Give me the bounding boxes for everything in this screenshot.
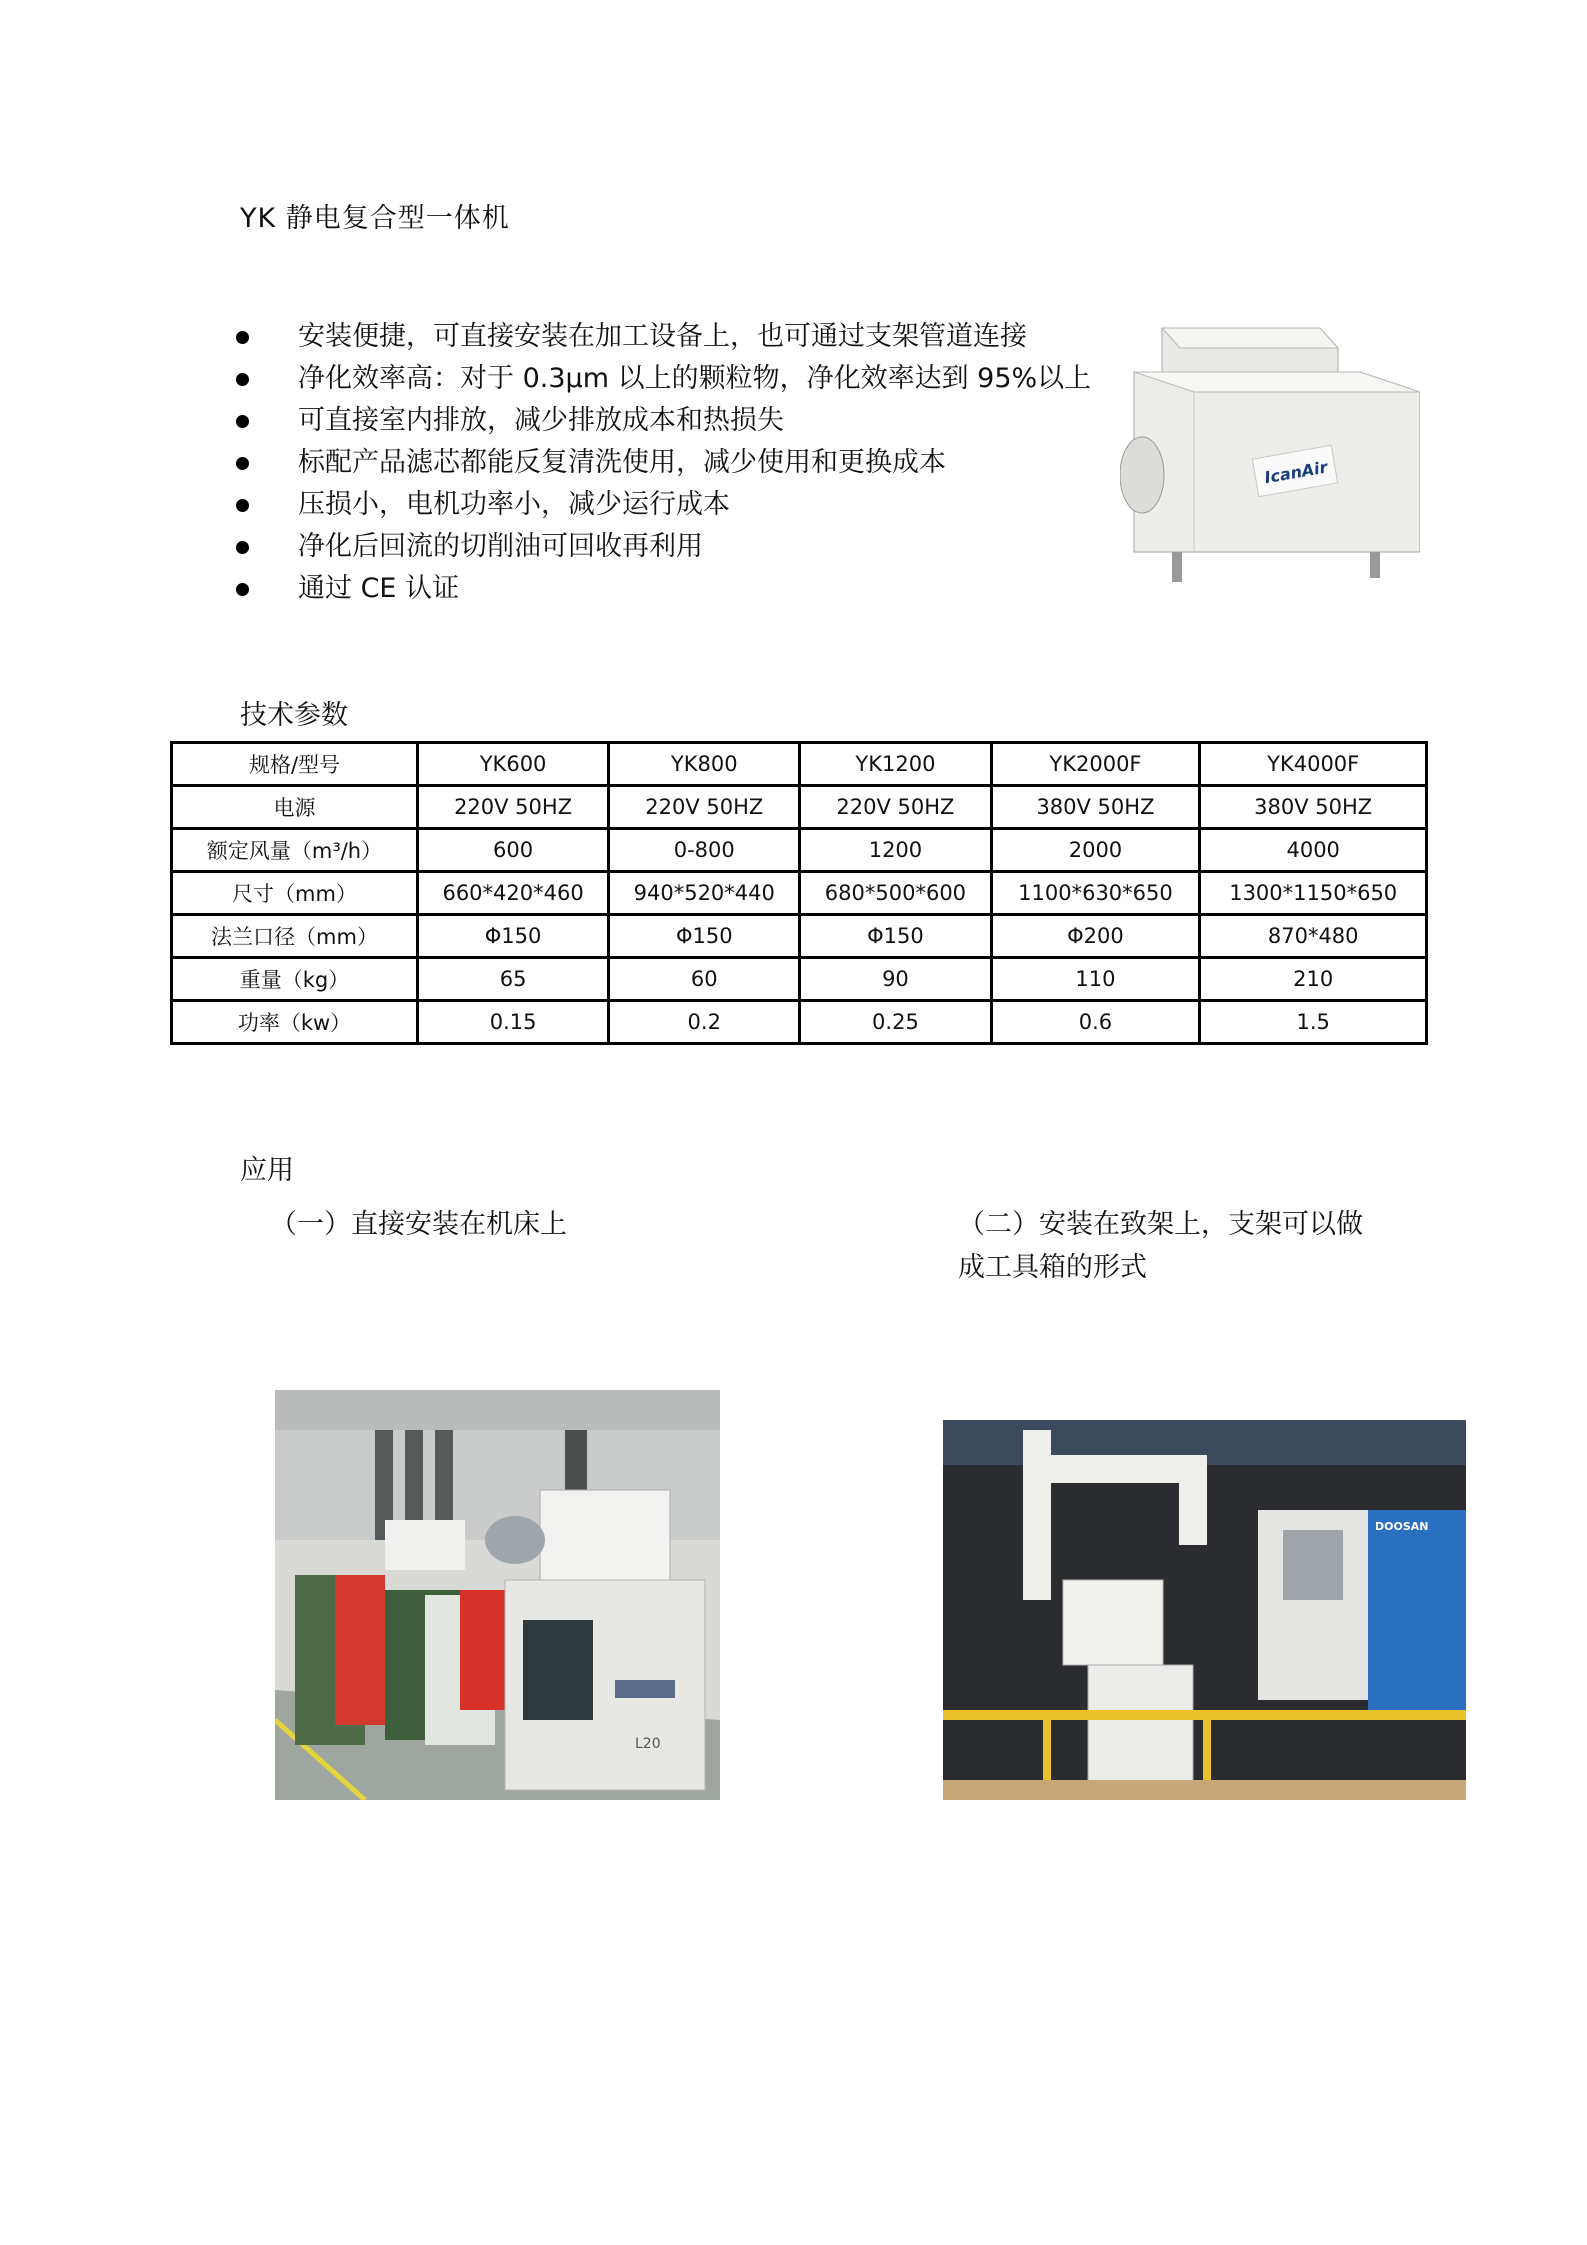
table-cell: 940*520*440	[609, 872, 800, 915]
table-cell: YK4000F	[1200, 743, 1427, 786]
feature-text: 净化效率高：对于 0.3μm 以上的颗粒物，净化效率达到 95%以上	[298, 363, 1092, 394]
feature-item	[232, 400, 1091, 442]
table-row	[172, 743, 1427, 786]
table-cell: 220V 50HZ	[609, 786, 800, 829]
table-cell: Φ200	[991, 915, 1200, 958]
table-cell: 380V 50HZ	[991, 786, 1200, 829]
table-cell: YK2000F	[991, 743, 1200, 786]
row-label: 额定风量（m³/h）	[172, 829, 418, 872]
doosan-label: DOOSAN	[1375, 1520, 1429, 1533]
page-title: YK 静电复合型一体机	[240, 203, 510, 234]
table-cell: 90	[800, 958, 991, 1001]
bullet-icon	[236, 415, 249, 428]
application-caption-2-line1: （二）安装在致架上，支架可以做	[958, 1209, 1363, 1240]
bullet-icon	[236, 331, 249, 344]
feature-item	[232, 568, 1091, 610]
table-row	[172, 872, 1427, 915]
application-photo-machine-tool	[275, 1390, 720, 1800]
feature-text: 标配产品滤芯都能反复清洗使用，减少使用和更换成本	[298, 447, 946, 478]
table-cell: 210	[1200, 958, 1427, 1001]
feature-text: 可直接室内排放，减少排放成本和热损失	[298, 405, 784, 436]
table-cell: 680*500*600	[800, 872, 991, 915]
bullet-icon	[236, 583, 249, 596]
table-cell: YK800	[609, 743, 800, 786]
feature-item	[232, 484, 1091, 526]
table-cell: YK600	[418, 743, 609, 786]
table-cell: 0.15	[418, 1001, 609, 1044]
bullet-icon	[236, 541, 249, 554]
table-cell: Φ150	[609, 915, 800, 958]
table-cell: 65	[418, 958, 609, 1001]
row-label: 规格/型号	[172, 743, 418, 786]
table-row	[172, 786, 1427, 829]
table-cell: 60	[609, 958, 800, 1001]
machine-model-label: L20	[635, 1736, 661, 1752]
bullet-icon	[236, 499, 249, 512]
table-row	[172, 958, 1427, 1001]
application-title: 应用	[240, 1155, 294, 1186]
feature-text: 通过 CE 认证	[298, 573, 460, 604]
table-cell: 110	[991, 958, 1200, 1001]
table-cell: 4000	[1200, 829, 1427, 872]
table-cell: 0.2	[609, 1001, 800, 1044]
row-label: 尺寸（mm）	[172, 872, 418, 915]
table-cell: 2000	[991, 829, 1200, 872]
brand-logo: IcanAir	[1263, 457, 1329, 488]
bullet-icon	[236, 373, 249, 386]
table-cell: 870*480	[1200, 915, 1427, 958]
application-caption-2-line2: 成工具箱的形式	[958, 1252, 1147, 1283]
table-cell: 220V 50HZ	[418, 786, 609, 829]
row-label: 功率（kw）	[172, 1001, 418, 1044]
feature-item	[232, 526, 1091, 568]
table-cell: 1200	[800, 829, 991, 872]
feature-item	[232, 358, 1091, 400]
table-cell: 1300*1150*650	[1200, 872, 1427, 915]
feature-text: 净化后回流的切削油可回收再利用	[298, 531, 703, 562]
table-cell: Φ150	[800, 915, 991, 958]
table-cell: Φ150	[418, 915, 609, 958]
row-label: 电源	[172, 786, 418, 829]
feature-text: 压损小，电机功率小，减少运行成本	[298, 489, 730, 520]
row-label: 法兰口径（mm）	[172, 915, 418, 958]
table-row	[172, 1001, 1427, 1044]
application-caption-1: （一）直接安装在机床上	[270, 1209, 567, 1240]
table-row	[172, 829, 1427, 872]
feature-text: 安装便捷，可直接安装在加工设备上，也可通过支架管道连接	[298, 321, 1027, 352]
table-cell: 380V 50HZ	[1200, 786, 1427, 829]
feature-list	[232, 316, 1091, 610]
spec-title: 技术参数	[240, 700, 348, 731]
table-cell: 0.6	[991, 1001, 1200, 1044]
table-cell: 220V 50HZ	[800, 786, 991, 829]
table-cell: 1100*630*650	[991, 872, 1200, 915]
table-cell: YK1200	[800, 743, 991, 786]
feature-item	[232, 442, 1091, 484]
application-photo-stand	[943, 1420, 1466, 1800]
feature-item	[232, 316, 1091, 358]
spec-table	[170, 741, 1428, 1045]
table-cell: 600	[418, 829, 609, 872]
table-cell: 0-800	[609, 829, 800, 872]
bullet-icon	[236, 457, 249, 470]
product-image	[1120, 320, 1420, 600]
table-cell: 0.25	[800, 1001, 991, 1044]
table-cell: 660*420*460	[418, 872, 609, 915]
row-label: 重量（kg）	[172, 958, 418, 1001]
table-row	[172, 915, 1427, 958]
table-cell: 1.5	[1200, 1001, 1427, 1044]
